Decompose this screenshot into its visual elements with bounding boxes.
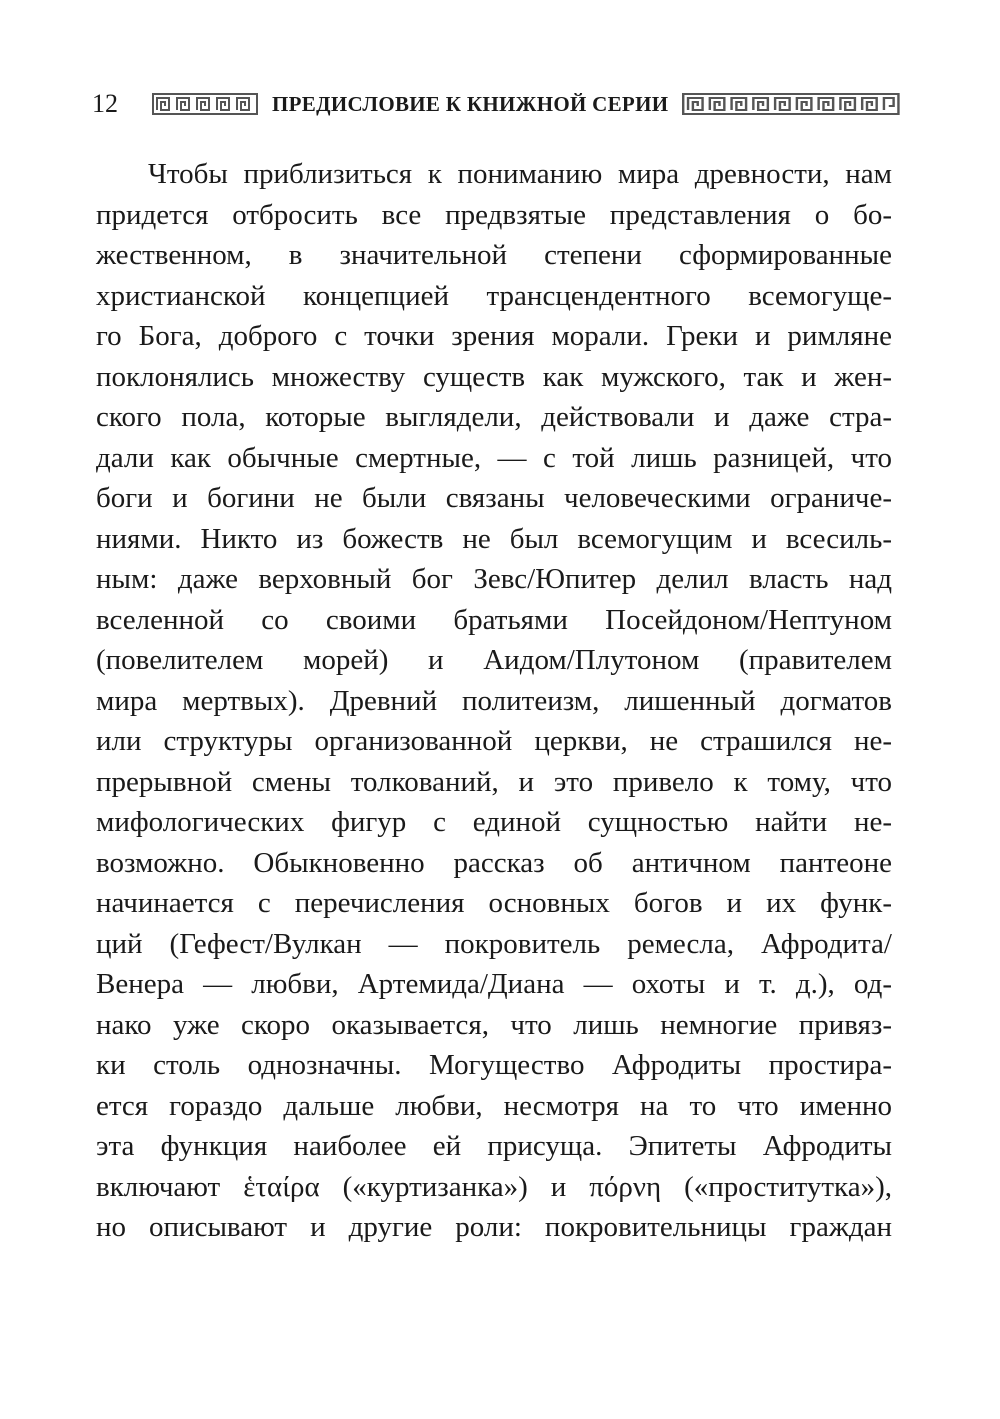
text-line: мира мертвых). Древний политеизм, лишенный догматов — [96, 684, 892, 717]
text-line: ным: даже верховный бог Зевс/Юпитер делил власть над — [96, 563, 892, 595]
text-line: дали как обычные смертные, — с той лишь разницей, что — [96, 441, 892, 474]
running-title: ПРЕДИСЛОВИЕ К КНИЖНОЙ СЕРИИ — [272, 91, 669, 116]
text-line: нако уже скоро оказывается, что лишь немногие привяз- — [96, 1008, 892, 1041]
text-line: Чтобы приблизиться к пониманию мира древности, нам — [148, 158, 892, 190]
text-line: ниями. Никто из божеств не был всемогущим и всесиль- — [96, 522, 892, 555]
text-line: го Бога, доброго с точки зрения морали. Греки и римляне — [96, 320, 892, 352]
text-line: христианской концепцией трансцендентного всемогуще- — [96, 279, 892, 312]
text-line: боги и богини не были связаны человеческими ограниче- — [96, 482, 892, 514]
text-line: (повелителем морей) и Аидом/Плутоном (правителем — [96, 644, 892, 676]
greek-key-ornament-left — [152, 93, 258, 115]
text-line: ется гораздо дальше любви, несмотря на то что именно — [96, 1089, 892, 1122]
text-line: мифологических фигур с единой сущностью найти не- — [96, 806, 892, 838]
page-number: 12 — [92, 89, 118, 118]
text-line: придется отбросить все предвзятые представления о бо- — [96, 198, 892, 231]
text-line: прерывной смены толкований, и это привело к тому, что — [96, 765, 892, 798]
text-line: возможно. Обыкновенно рассказ об античном пантеоне — [96, 846, 892, 879]
text-line: Венера — любви, Артемида/Диана — охоты и т. д.), од- — [96, 968, 892, 1000]
text-line: эта функция наиболее ей присуща. Эпитеты Афродиты — [96, 1130, 892, 1162]
body-text — [96, 154, 892, 1248]
text-line: ций (Гефест/Вулкан — покровитель ремесла, Афродита/ — [96, 927, 892, 960]
text-line: но описывают и другие роли: покровительницы граждан — [96, 1211, 892, 1243]
text-line: ки столь однозначны. Могущество Афродиты простира- — [96, 1049, 892, 1081]
text-line: вселенной со своими братьями Посейдоном/Нептуном — [96, 603, 892, 636]
text-line: ского пола, которые выглядели, действовали и даже стра- — [96, 401, 892, 433]
greek-key-ornament-right — [682, 93, 900, 115]
text-line: начинается с перечисления основных богов и их функ- — [96, 887, 892, 919]
page-header — [92, 84, 900, 124]
text-line: жественном, в значительной степени сформированные — [96, 239, 892, 271]
text-line: поклонялись множеству существ как мужского, так и жен- — [96, 360, 892, 393]
text-line: включают ἑταίρα («куртизанка») и πόρνη («проститутка»), — [96, 1170, 892, 1203]
text-line: или структуры организованной церкви, не страшился не- — [96, 725, 892, 757]
